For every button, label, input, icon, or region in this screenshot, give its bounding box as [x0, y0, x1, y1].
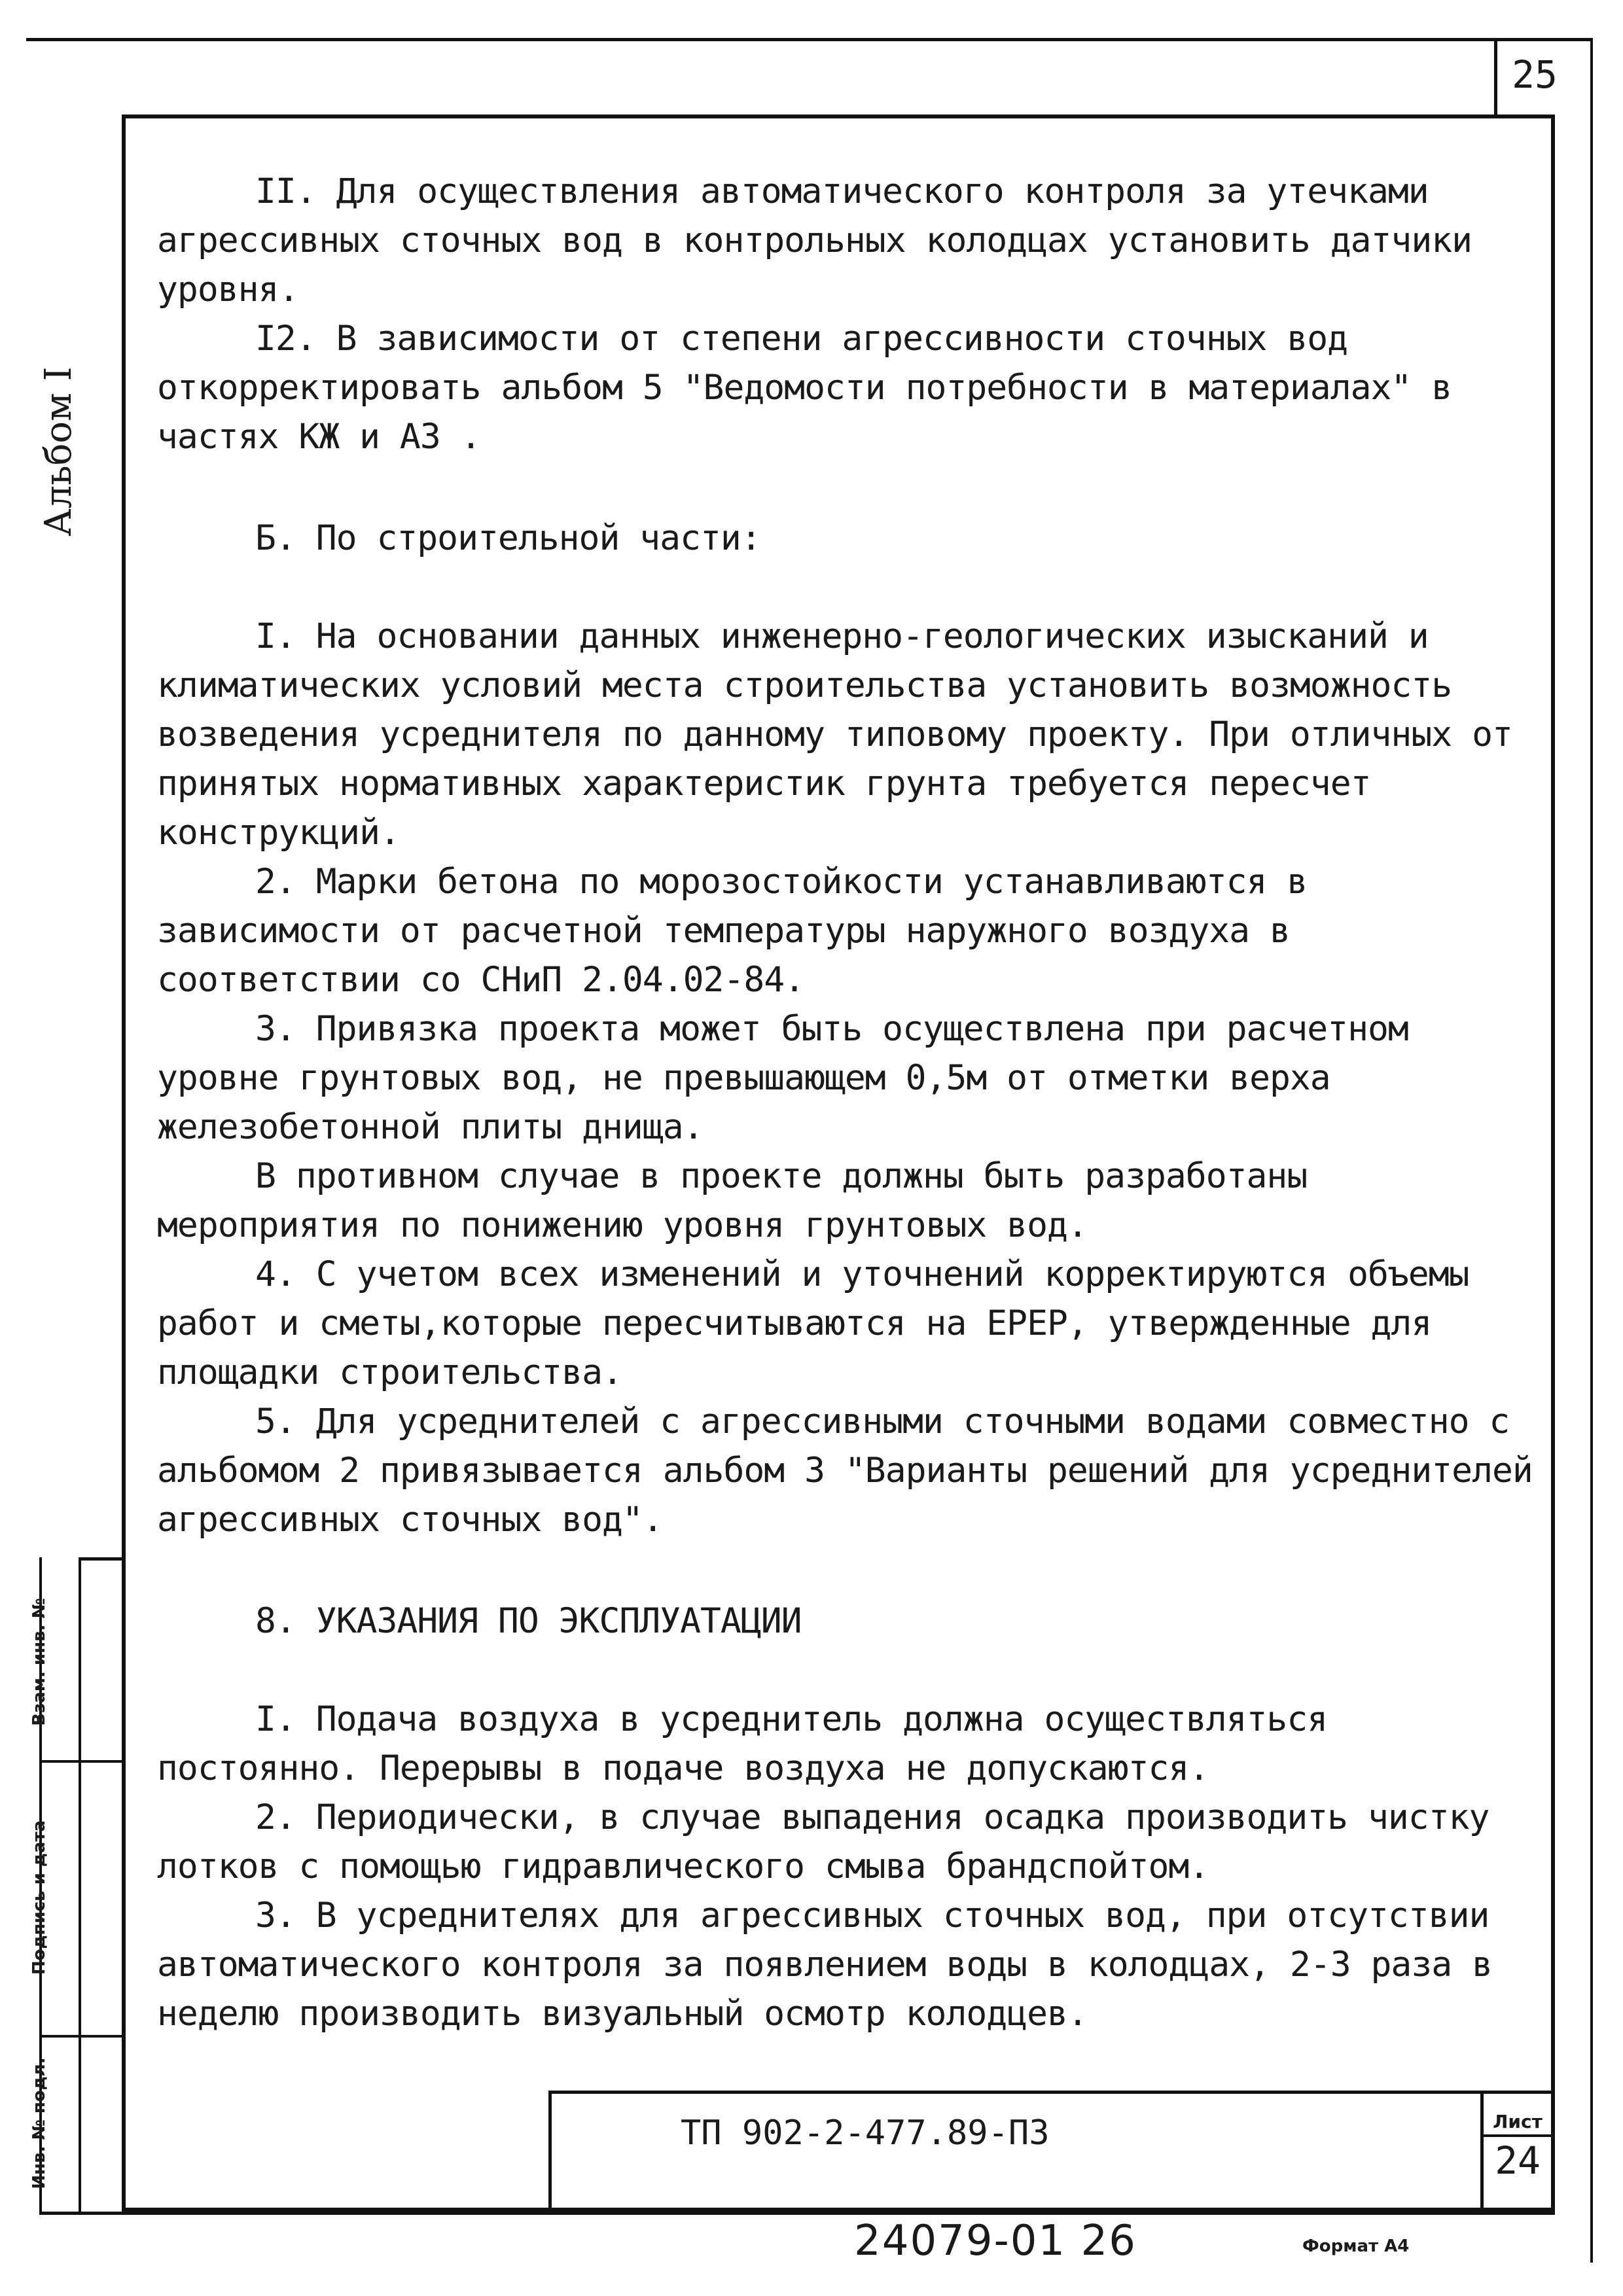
top-rule	[26, 38, 1590, 41]
format-label: Формат А4	[1302, 2236, 1410, 2256]
section-8-heading: 8. УКАЗАНИЯ ПО ЭКСПЛУАТАЦИИ	[255, 1601, 802, 1641]
side-stamp-sep2	[39, 2035, 123, 2038]
section-b-heading: Б. По строительной части:	[255, 518, 761, 558]
paragraph-b2: 2. Марки бетона по морозостойкости устанавливаются в зависимости от расчетной температуры наружного воздуха в соответствии со СНиП 2.04.02-84.	[157, 862, 1328, 1000]
paragraph-12: I2. В зависимости от степени агрессивности сточных вод откорректировать альбом 5 "Ведомости потребности в материалах" в частях КЖ и АЗ .	[157, 319, 1472, 457]
paragraph-b4: 4. С учетом всех изменений и уточнений корректируются объемы работ и сметы,которые пересчитываются на ЕРЕР, утвержденные для площадки строительства.	[157, 1254, 1489, 1392]
side-stamp-sep1	[39, 1760, 123, 1763]
paragraph-8-2: 2. Периодически, в случае выпадения осадка производить чистку лотков с помощью гидравлического смыва брандспойтом.	[157, 1797, 1510, 1886]
side-stamp-signature-date: Подпись и дата	[29, 1820, 49, 1975]
paragraph-b1: I. На основании данных инженерно-геологических изысканий и климатических условий места строительства установить возможность возведения усреднителя по данному типовому проекту. При отличных от принятых нормативных характеристик грунта требуется пересчет конструкций.	[157, 616, 1533, 853]
bottom-rule	[39, 2212, 1555, 2215]
side-stamp-original-inv: Инв. № подл.	[29, 2057, 49, 2189]
page-number-box-left	[1494, 38, 1497, 116]
title-block-top	[548, 2091, 1555, 2094]
document-designation: ТП 902-2-477.89-ПЗ	[681, 2113, 1050, 2153]
paragraph-b5: 5. Для усреднителей с агрессивными сточными водами совместно с альбомом 2 привязывается альбом 3 "Варианты решений для усреднителей агрессивных сточных вод".	[157, 1402, 1553, 1540]
sheet-number: 24	[1495, 2138, 1541, 2183]
paragraph-8-1: I. Подача воздуха в усреднитель должна осуществляться постоянно. Перерывы в подаче воздуха не допускаются.	[157, 1699, 1348, 1788]
side-stamp-top	[79, 1557, 124, 1561]
sheet-cell-sep	[1480, 2134, 1555, 2137]
title-block-left	[548, 2091, 552, 2212]
paragraph-11: II. Для осуществления автоматического контроля за утечками агрессивных сточных вод в контрольных колодцах установить датчики уровня.	[157, 171, 1492, 309]
top-page-number: 25	[1512, 52, 1558, 97]
paragraph-b3: 3. Привязка проекта может быть осуществлена при расчетном уровне грунтовых вод, не превышающем 0,5м от отметки верха железобетонной плиты днища.	[157, 1009, 1429, 1147]
paragraph-b3-cont: В противном случае в проекте должны быть разработаны мероприятия по понижению уровня грунтовых вод.	[157, 1156, 1328, 1245]
side-stamp-substitute-inv: Взам. инв. №	[29, 1598, 49, 1726]
paragraph-8-3: 3. В усреднителях для агрессивных сточных вод, при отсутствии автоматического контроля за появлением воды в колодцах, 2-3 раза в неделю производить визуальный осмотр колодцев.	[157, 1896, 1512, 2034]
album-label: Альбом I	[37, 366, 80, 537]
right-edge-line	[1590, 38, 1593, 2263]
archive-stamp-number: 24079-01 26	[854, 2217, 1137, 2265]
sheet-label: Лист	[1493, 2111, 1543, 2132]
side-stamp-left	[79, 1557, 81, 2212]
